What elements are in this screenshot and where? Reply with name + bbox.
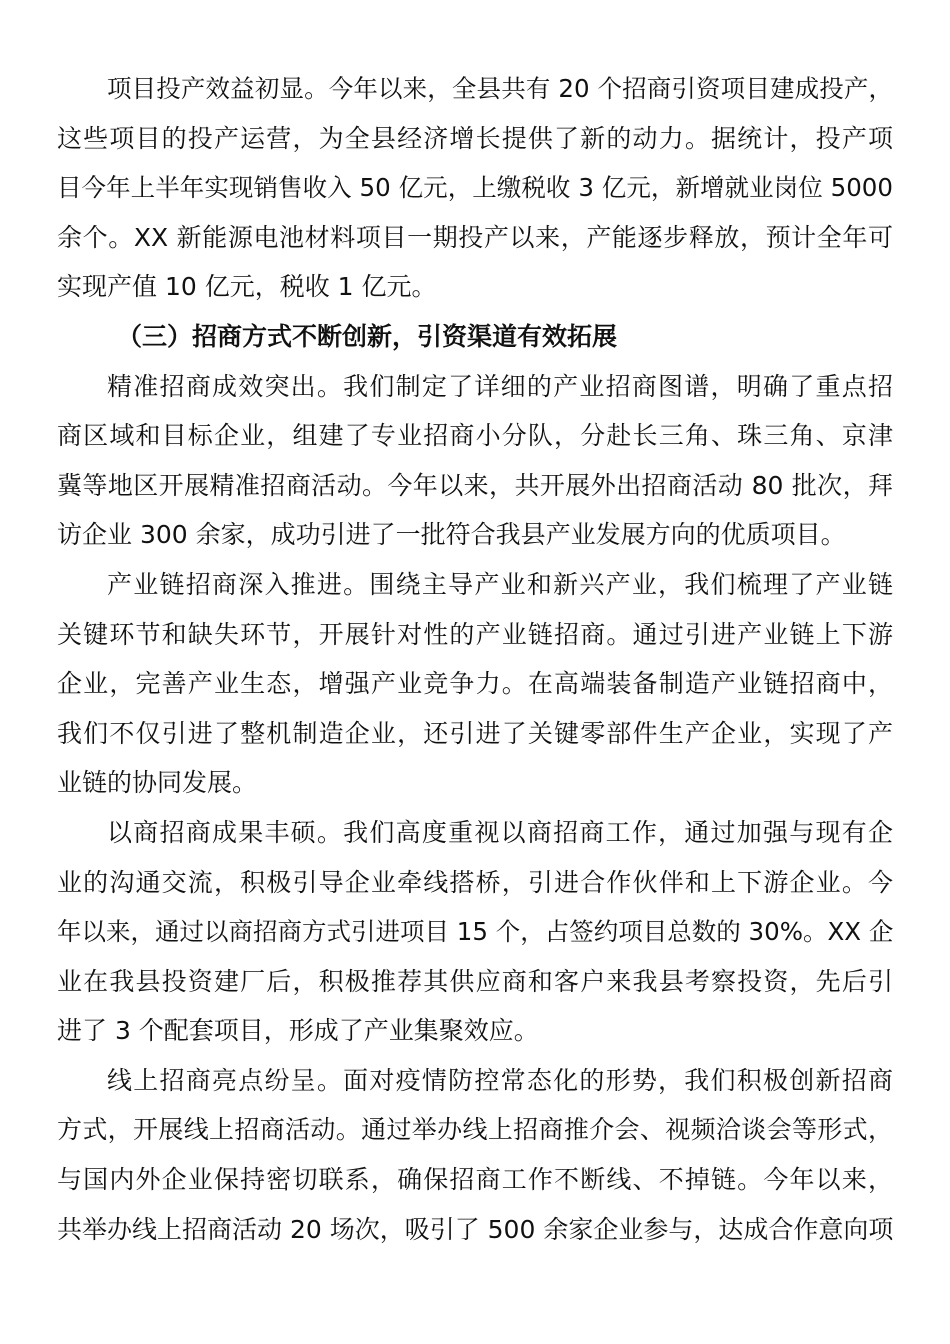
text-line: 这些项目的投产运营，为全县经济增长提供了新的动力。据统计，投产项 [57,123,893,153]
text-line: 方式，开展线上招商活动。通过举办线上招商推介会、视频洽谈会等形式， [57,1115,893,1145]
heading-line: （三）招商方式不断创新，引资渠道有效拓展 [117,321,618,351]
text-line: 我们不仅引进了整机制造企业，还引进了关键零部件生产企业，实现了产 [57,718,893,748]
text-line: 业链的协同发展。 [57,768,258,798]
text-line: 冀等地区开展精准招商活动。今年以来，共开展外出招商活动 80 批次，拜 [57,470,893,500]
paragraph [57,362,893,560]
text-line: 余个。XX 新能源电池材料项目一期投产以来，产能逐步释放，预计全年可 [57,222,893,252]
text-line: 共举办线上招商活动 20 场次，吸引了 500 余家企业参与，达成合作意向项 [57,1214,893,1244]
text-line: 商区域和目标企业，组建了专业招商小分队，分赴长三角、珠三角、京津 [57,421,893,451]
text-line: 业在我县投资建厂后，积极推荐其供应商和客户来我县考察投资，先后引 [57,966,893,996]
paragraph [57,1056,893,1254]
text-line: 线上招商亮点纷呈。面对疫情防控常态化的形势，我们积极创新招商 [107,1065,893,1095]
text-line: 进了 3 个配套项目，形成了产业集聚效应。 [57,1016,539,1046]
paragraph [57,64,893,312]
text-line: 精准招商成效突出。我们制定了详细的产业招商图谱，明确了重点招 [107,371,893,401]
paragraph [57,808,893,1056]
text-line: 实现产值 10 亿元，税收 1 亿元。 [57,272,437,302]
text-line: 产业链招商深入推进。围绕主导产业和新兴产业，我们梳理了产业链 [107,569,893,599]
text-line: 关键环节和缺失环节，开展针对性的产业链招商。通过引进产业链上下游 [57,619,893,649]
text-line: 项目投产效益初显。今年以来，全县共有 20 个招商引资项目建成投产， [107,74,893,103]
document-body [57,64,893,1254]
text-line: 以商招商成果丰硕。我们高度重视以商招商工作，通过加强与现有企 [107,817,893,847]
paragraph [57,560,893,808]
text-line: 访企业 300 余家，成功引进了一批符合我县产业发展方向的优质项目。 [57,520,846,550]
text-line: 与国内外企业保持密切联系，确保招商工作不断线、不掉链。今年以来， [57,1165,893,1195]
text-line: 企业，完善产业生态，增强产业竞争力。在高端装备制造产业链招商中， [57,669,893,699]
section-heading [57,312,893,362]
text-line: 目今年上半年实现销售收入 50 亿元，上缴税收 3 亿元，新增就业岗位 5000 [57,173,893,203]
text-line: 业的沟通交流，积极引导企业牵线搭桥，引进合作伙伴和上下游企业。今 [57,867,893,897]
text-line: 年以来，通过以商招商方式引进项目 15 个，占签约项目总数的 30%。XX 企 [57,917,893,947]
